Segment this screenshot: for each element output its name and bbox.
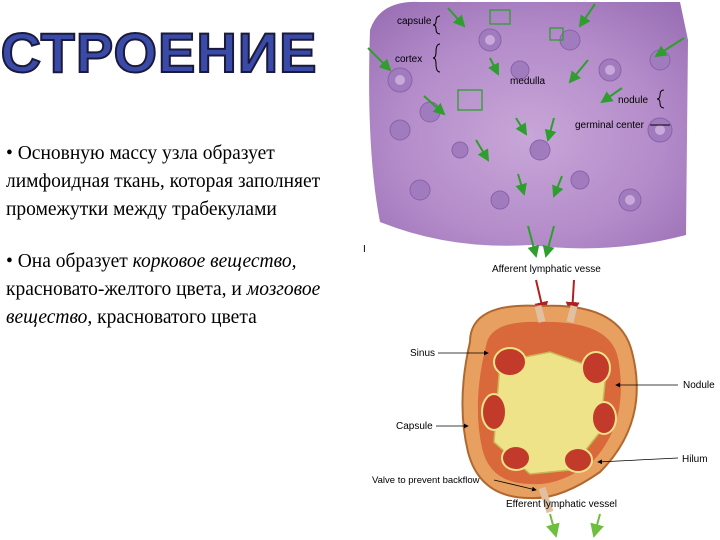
bullet-paragraph bbox=[6, 248, 346, 332]
bullet-text-italic: корковое вещество, bbox=[132, 251, 297, 272]
title-text: СТРОЕНИЕ bbox=[0, 21, 318, 84]
bullet-marker: • bbox=[6, 251, 13, 272]
label-germinal-center: germinal center bbox=[575, 120, 644, 131]
slide-title-graphic bbox=[0, 20, 318, 84]
label-capsule: capsule bbox=[397, 16, 432, 27]
lymph-node-diagram bbox=[360, 262, 720, 540]
bullet-text-italic: мозговое вещество, bbox=[6, 279, 321, 328]
label-cortex: cortex bbox=[395, 54, 423, 65]
label-nodule: nodule bbox=[618, 95, 649, 106]
bullet-text: красновато-желтого цвета, и bbox=[6, 279, 247, 300]
label-medulla: medulla bbox=[510, 76, 546, 87]
label-hilum: Hilum bbox=[682, 454, 708, 465]
label-afferent: Afferent lymphatic vesse bbox=[492, 264, 601, 275]
efferent-arrow bbox=[550, 514, 556, 536]
diagram-svg bbox=[360, 262, 720, 540]
label-sinus: Sinus bbox=[410, 348, 436, 359]
label-nodule: Nodule bbox=[683, 380, 715, 391]
bullet-item bbox=[6, 140, 346, 224]
bullet-text: красноватого цвета bbox=[92, 307, 257, 328]
label-efferent: Efferent lymphatic vessel bbox=[506, 499, 617, 510]
efferent-arrow bbox=[594, 514, 600, 536]
label-valve: Valve to prevent backflow bbox=[372, 475, 480, 486]
bullet-text: Она образует bbox=[17, 251, 133, 272]
bullet-marker: • bbox=[6, 143, 13, 164]
lymph-node-micrograph bbox=[360, 0, 690, 262]
bullet-list bbox=[6, 140, 346, 356]
bullet-text: Основную массу узла образует лимфоидная ткань, которая заполняет промежутки между трабекулами bbox=[6, 143, 321, 220]
label-capsule: Capsule bbox=[396, 421, 433, 432]
slide-title bbox=[0, 20, 318, 84]
micrograph-svg bbox=[360, 0, 690, 262]
side-mark: I bbox=[363, 244, 366, 255]
bullet-item bbox=[6, 248, 346, 332]
bullet-paragraph bbox=[6, 140, 346, 224]
